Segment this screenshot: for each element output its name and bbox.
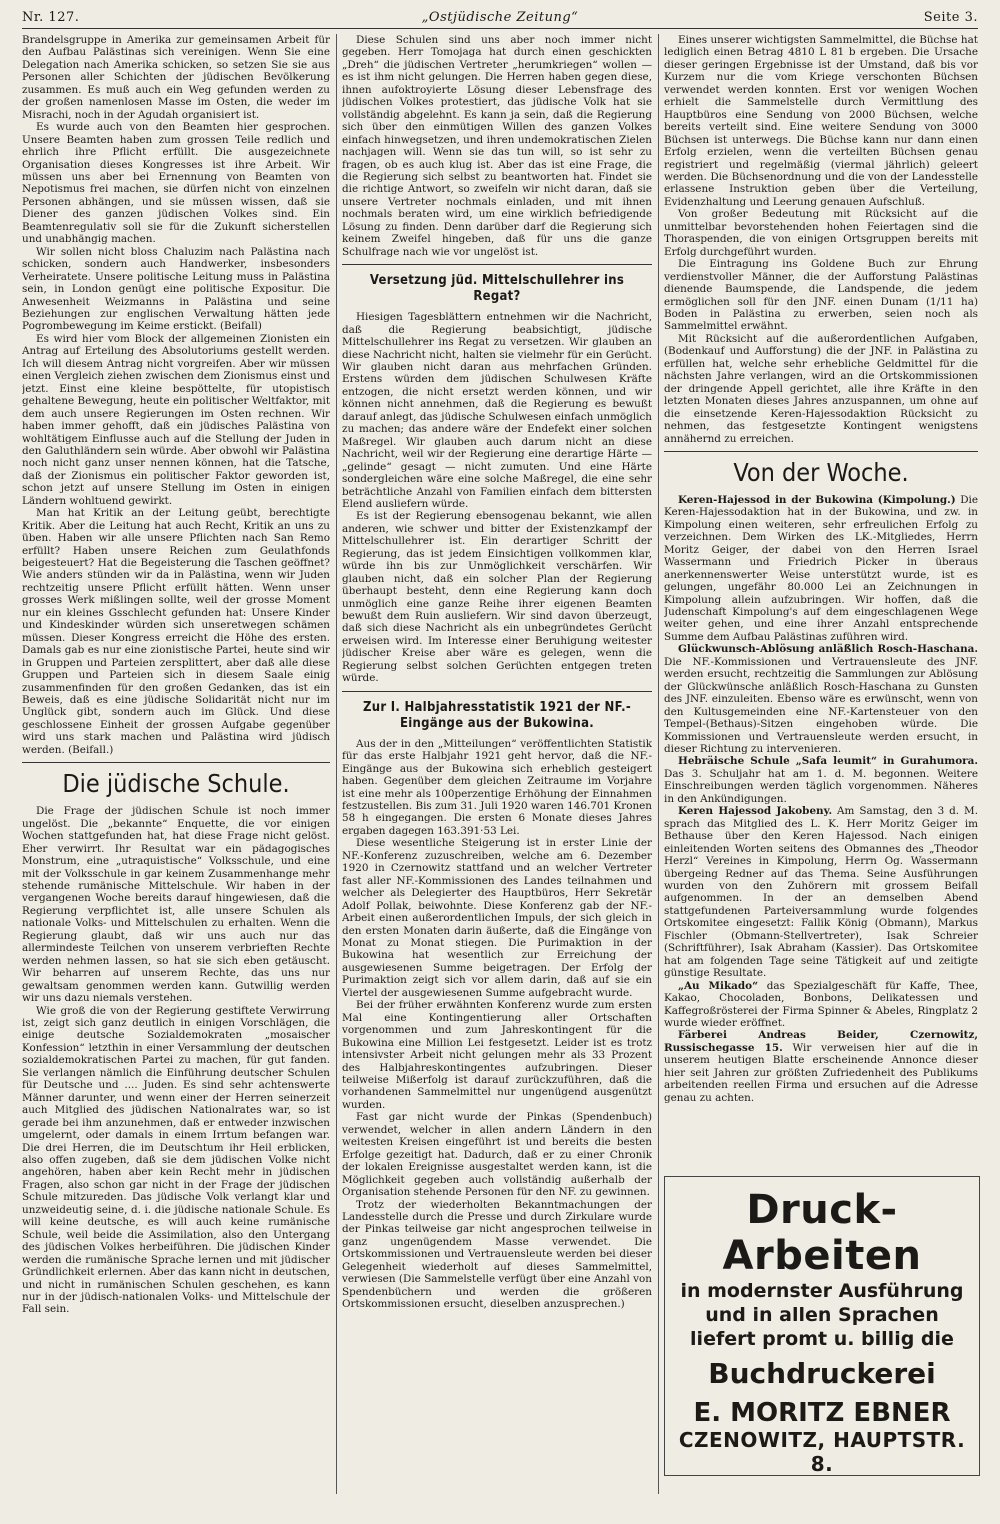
article-paragraph: Es wird hier vom Block der allgemeinen Zionisten ein Antrag auf Erteilung des Absolutoriums gestellt werden. Ich will diesem Antrag nicht vorgreifen. Aber wir müssen einen Vergleich ziehen zwischen dem Zionismus einst und jetzt. Einst eine kleine bespöttelte, für utopistisch gehaltene Bewegung, heute ein politischer Weltfaktor, mit dem auch unsere Regierungen im Osten rechnen. Wir haben immer gehofft, daß ein jüdisches Palästina von wohltätigem Einflusse auch auf die Stellung der Juden in den Galuthländern sein würde. Aber obwohl wir Palästina noch nicht ganz unser nennen können, hat die Tatsche, daß der Zionismus ein politischer Faktor geworden ist, schon jetzt auf unsere Stellung im Osten in einigen Ländern wohltuend gewirkt. [22, 332, 330, 507]
article-paragraph: Hiesigen Tagesblättern entnehmen wir die Nachricht, daß die Regierung beabsichtigt, jüdische Mittelschullehrer ins Regat zu versetzen. Wir glauben an diese Nachricht nicht, halten sie vielmehr für ein Gerücht. Wir glauben nicht daran aus mehrfachen Gründen. Erstens würden dem jüdischen Schulwesen Kräfte entzogen, die nicht ersetzt werden können, und wir können nicht annehmen, daß die Regierung es bewußt darauf anlegt, das jüdische Schulwesen einfach unmöglich zu machen; das andere wäre der Endefekt einer solchen Maßregel. Wir glauben auch darum nicht an diese Nachricht, weil wir der Regierung eine derartige Härte — „gelinde“ gesagt — nicht zumuten. Und eine Härte sondergleichen wäre eine solche Maßregel, die eine sehr beträchtliche Anzahl von Familien einfach dem bittersten Elend ausliefern würde. [342, 311, 652, 510]
ad-address: CZENOWITZ, HAUPTSTR. 8. [678, 1428, 966, 1476]
newspaper-title: „Ostjüdische Zeitung“ [421, 10, 579, 25]
article-paragraph: Eines unserer wichtigsten Sammelmittel, die Büchse hat lediglich einen Betrag 4810 L 81 b ergeben. Die Ursache dieser geringen Ergebnisse ist der Umstand, daß bis vor Kurzem nur die vom Kriege verschonten Büchsen verwendet werden konnten. Erst vor wenigen Wochen erhielt die Sammelstelle durch Vermittlung des Hauptbüros eine Sendung von 2000 Büchsen, welche bereits verteilt sind. Eine weitere Sendung von 3000 Büchsen ist unterwegs. Die Büchse kann nur dann einen Erfolg erzielen, wenn die verteilten Büchsen genau registriert und regelmäßig (viermal jährlich) geleert werden. Die Büchsenordnung und die von der Landesstelle erlassene Instruktion geben über die Verteilung, Evidenzhaltung und Leerung genauen Aufschluß. [664, 34, 978, 208]
news-item-body: das Spezialgeschäft für Kaffe, Thee, Kakao, Chocoladen, Bonbons, Delikatessen und Kaffegroßrösterei der Firma Spinner & Abeles, Ringplatz 2 wurde wieder eröffnet. [664, 979, 978, 1029]
article-paragraph: Die Eintragung ins Goldene Buch zur Ehrung verdienstvoller Männer, die der Aufforstung Palästinas dienende Baumspende, die Landspende, die jedem ermöglichen soll für den JNF. einen Dunam (1/11 ha) Boden in Palästina zu erwerben, seien noch als Sammelmittel erwähnt. [664, 258, 978, 333]
ad-line: liefert promt u. billig die [690, 1328, 954, 1350]
article-paragraph: Trotz der wiederholten Bekanntmachungen der Landesstelle durch die Presse und durch Zirkulare wurde der Pinkas teilweise gar nicht angesprochen teilweise in ganz ungenügendem Masse verwendet. Die Ortskommissionen und Vertrauensleute werden bei dieser Gelegenheit wiederholt auf dieses Sammelmittel, verwiesen (Die Sammelstelle verfügt über eine Anzahl von Spendenbüchern und werden die größeren Ortskommissionen ersucht, dieselben anzusprechen.) [342, 1198, 652, 1311]
headline-von-der-woche: Von der Woche. [664, 451, 978, 488]
header-rule [22, 28, 978, 29]
ad-headline: Druck-Arbeiten [722, 1187, 922, 1279]
news-item-body: Das 3. Schuljahr hat am 1. d. M. begonnen. Weitere Einschreibungen werden täglich vorgenommen. Näheres in den Ankündigungen. [664, 767, 978, 805]
news-item-heading: Keren-Hajessod in der Bukowina (Kimpolung.) [678, 493, 956, 506]
article-paragraph: Von großer Bedeutung mit Rücksicht auf die unmittelbar bevorstehenden hohen Feiertagen sind die Thoraspenden, die von einigen Ortsgruppen bereits mit Erfolg durchgeführt wurden. [664, 208, 978, 258]
ad-line: in modernster Ausführung [680, 1280, 964, 1302]
column-divider-2 [658, 34, 659, 1494]
article-paragraph: Diese wesentliche Steigerung ist in erster Linie der NF.-Konferenz zuzuschreiben, welche am 6. Dezember 1920 in Czernowitz stattfand und an welcher Vertreter fast aller NF.-Kommissionen des Landes teilnahmen und welcher als Delegierter des Hauptbüros, Herr Sekretär Adolf Pollak, beiwohnte. Diese Konferenz gab der NF.-Arbeit einen außerordentlichen Impuls, der sich gleich in den ersten Monaten darin äußerte, daß die Eingänge von Monat zu Monat stiegen. Die Purimaktion in der Bukowina hat wesentlich zur Erreichung der ausgewiesenen Summe beigetragen. Der Erfolg der Purimaktion zeigt sich vor allem darin, daß auf sie ein Viertel der ausgewiesenen Summe aufgebracht wurde. [342, 837, 652, 999]
article-paragraph: Bei der früher erwähnten Konferenz wurde zum ersten Mal eine Kontingentierung aller Ortschaften vorgenommen und zum Jahreskontingent für die Bukowina eine Million Lei festgesetzt. Leider ist es trotz intensivster Arbeit nicht gelungen mehr als 33 Prozent des Halbjahreskontingentes aufzubringen. Dieser teilweise Mißerfolg ist darauf zurückzuführen, daß die vorhandenen Sammelmittel nur ungenügend ausgenützt wurden. [342, 999, 652, 1111]
news-item-heading: Glückwunsch-Ablösung anläßlich Rosch-Haschana. [678, 643, 978, 656]
column-1 [22, 34, 330, 1494]
news-item-heading: „Au Mikado“ [678, 979, 759, 992]
article-paragraph: Wie groß die von der Regierung gestiftete Verwirrung ist, zeigt sich ganz deutlich in einigen Vorschlägen, die einige deutsche Sozialdemokraten „mosaischer Konfession“ letzthin in einer Versammlung der deutschen sozialdemokratischen Partei zu machen, für gut fanden. Sie verlangen nämlich die Einführung deutscher Schulen für Deutsche und .... Juden. Es sind sehr achtenswerte Männer darunter, und wenn einer der Herren seinerzeit auch Mitglied des jüdischen Nationalrates war, so ist gerade bei ihm anzunehmen, daß er entweder inzwischen umgelernt, oder damals in einem Irrtum befangen war. Die drei Herren, die im Deutschtum ihr Heil erblicken, also offen zugeben, daß sie dem jüdischen Volke nicht angehören, haben aber kein Recht mehr in jüdischen Fragen, also schon gar nicht in der Frage der jüdischen Schule mitzureden. Das jüdische Volk verlangt klar und unzweideutig seine, d. i. die jüdische nationale Schule. Es will keine deutsche, es will auch keine rumänische Schule, weil beide die Assimilation, also den Untergang des jüdischen Volkes herbeiführen. Die jüdischen Kinder werden die rumänische Sprache lernen und mit jüdischer Gründlichkeit erlernen. Aber das kann nicht in deutschen, und nicht in rumänischen Schulen geschehen, es kann nur in der jüdisch-nationalen Volks- und Mittelschule der Fall sein. [22, 1004, 330, 1316]
ad-owner: E. MORITZ EBNER [693, 1398, 951, 1428]
article-paragraph: Mit Rücksicht auf die außerordentlichen Aufgaben, (Bodenkauf und Aufforstung) die der JNF. in Palästina zu erfüllen hat, welche sehr erhebliche Geldmittel für die nächsten Jahre verlangen, wird an die Ortskommissionen der dringende Appell gerichtet, alle ihre Kräfte in den letzten Monaten dieses Jahres anzuspannen, um ohne auf die einsetzende Keren-Hajessodaktion Rücksicht zu nehmen, das festgesetzte Kontingent wenigstens annähernd zu erreichen. [664, 332, 978, 445]
article-paragraph: Man hat Kritik an der Leitung geübt, berechtigte Kritik. Aber die Leitung hat auch Recht, Kritik an uns zu üben. Haben wir alle unsere Pflichten nach San Remo erfüllt? Haben unsere Reichen zum Geulathfonds beigesteuert? Hat die Begeisterung die Taschen geöffnet? Wie anders stünden wir da in Palästina, wenn wir Juden rechtzeitig unsere Pflicht erfüllt hätten. Wenn unser grosses Werk mißlingen sollte, weil der grosse Moment nur ein kleines Gsschlecht gefunden hat: Unsere Kinder und Kindeskinder würden sich unseretwegen schämen müssen. Dieser Kongress erreicht die Höhe des ersten. Damals gab es nur eine zionistische Partei, heute sind wir in Gruppen und Parteien zersplittert, aber daß alle diese Gruppen und Parteien sich in diesem Saale einig zusammenfinden für den großen Gedanken, das ist ein Beweis, daß es eine jüdische Solidarität nicht nur im Unglück gibt, sondern auch im Glück. Und diese geschlossene Einheit der grossen Aufgabe gegenüber wird uns stark machen und Palästina wird jüdisch werden. (Beifall.) [22, 507, 330, 756]
article-paragraph: Aus der in den „Mitteilungen“ veröffentlichten Statistik für das erste Halbjahr 1921 geht hervor, daß die NF.-Eingänge aus der Bukowina sich erheblich gesteigert haben. Gegenüber dem gleichen Zeitraume im Vorjahre ist eine mehr als 100perzentige Erhöhung der Einnahmen festzustellen. Bis zum 31. Juli 1920 waren 146.701 Kronen 58 h eingegangen. Die ersten 6 Monate dieses Jahres ergaben dagegen 163.391·53 Lei. [342, 737, 652, 837]
headline-juedische-schule: Die jüdische Schule. [22, 762, 330, 799]
column-divider-1 [336, 34, 337, 1494]
ad-line: und in allen Sprachen [705, 1304, 939, 1326]
news-item-body: Die Keren-Hajessodaktion hat in der Bukowina, und zw. in Kimpolung einen weiteren, sehr erfreulichen Erfolg zu verzeichnen. Dem Wirken des LK.-Mitgliedes, Herrn Moritz Geiger, der dabei von den Herren Israel Wassermann und Friedrich Picker in überaus anerkennenswerter Weise unterstützt wurde, ist es gelungen, ungefähr 80.000 Lei an Zeichnungen in Kimpolung allein aufzubringen. Wir hoffen, daß die Judenschaft Kimpolung's auf dem eingeschlagenen Wege weiter gehen, und eine ihrer Anzahl entsprechende Summe dem Aufbau Palästinas zuführen wird. [664, 493, 978, 643]
article-paragraph: Es wurde auch von den Beamten hier gesprochen. Unsere Beamten haben zum grossen Teile redlich und ehrlich ihre Pflicht erfüllt. Die ausgezeichnete Organisation dieses Kongresses ist ihre Arbeit. Wir müssen uns aber bei Ernennung von Beamten von Nepotismus frei machen, sie dürfen nicht von einzelnen Personen abhängen, und sie müssen wissen, daß sie Diener des ganzen jüdischen Volkes sind. Ein Beamtenregulativ soll sie für die Zukunft sicherstellen und unabhängig machen. [22, 121, 330, 246]
article-paragraph: Brandelsgruppe in Amerika zur gemeinsamen Arbeit für den Aufbau Palästinas sich vereinigen. Wenn Sie eine Delegation nach Amerika schicken, so setzen Sie sie aus Personen aller Schichten der jüdischen Bevölkerung zusammen. Es muß auch ein Weg gefunden werden zu der großen namenlosen Masse im Osten, die weder im Misrachi, noch in der Agudah organisiert ist. [22, 34, 330, 121]
news-item [664, 494, 978, 643]
article-paragraph: Wir sollen nicht bloss Chaluzim nach Palästina nach schicken, sondern auch Handwerker, insbesonders Verheiratete. Unsere politische Leitung muss in Palästina sein, in London genügt eine politische Expositur. Die Anwesenheit Weizmanns in Palästina und seine Beziehungen zur englischen Verwaltung hätten jede Pogrombewegung im Keime erstickt. (Beifall) [22, 245, 330, 333]
print-shop-advertisement [664, 1176, 980, 1476]
issue-number: Nr. 127. [22, 10, 80, 25]
news-item [664, 1029, 978, 1104]
news-item [664, 980, 978, 1030]
article-paragraph: Fast gar nicht wurde der Pinkas (Spendenbuch) verwendet, welcher in allen andern Ländern in den weitesten Kreisen eingeführt ist und bereits die besten Erfolge gezeitigt hat. Dadurch, daß er zu einer Chronik der lokalen Ereignisse ausgestaltet werden kann, ist die Möglichkeit gegeben auch vollständig außerhalb der Organisation stehende Personen für den NF. zu gewinnen. [342, 1111, 652, 1199]
section-rule [342, 691, 652, 692]
article-paragraph: Diese Schulen sind uns aber noch immer nicht gegeben. Herr Tomojaga hat durch einen geschickten „Dreh“ die jüdischen Vertreter „herumkriegen“ wollen — es ist ihm nicht gelungen. Die Herren haben gegen diese, ihnen aufoktroyierte Lösung dieser Lebensfrage des jüdischen Volkes protestiert, das jüdische Volk hat sie vollständig abgelehnt. Es kann ja sein, daß die Regierung sich über den einmütigen Willen des ganzen Volkes einfach hinwegsetzen, und ihren undemokratischen Zielen nachjagen will. Wenn sie das tun will, so ist sehr zu fragen, ob es auch klug ist. Aber das ist eine Frage, die die Regierung sich selbst zu beantworten hat. Findet sie die richtige Antwort, so zweifeln wir nicht daran, daß sie unsere Vertreter nochmals einladen, und mit ihnen nochmals beraten wird, um eine wirklich befriedigende Lösung zu finden. Denn darüber darf die Regierung sich keinem Zweifel hingeben, daß für uns die ganze Schulfrage nach wie vor ungelöst ist. [342, 34, 652, 258]
headline-versetzung: Versetzung jüd. Mittelschullehrer ins Regat? [369, 273, 625, 305]
news-item-body: Wir verweisen hier auf die in unserem heutigen Blatte erscheinende Annonce dieser hier seit Jahren zur größten Zufriedenheit des Publikums arbeitenden reellen Firma und ersuchen auf die Adresse genau zu achten. [664, 1041, 978, 1104]
news-item-heading: Färberei Andreas Beider, Czernowitz, Russischegasse 15. [664, 1029, 978, 1054]
page-number: Seite 3. [923, 10, 978, 25]
news-item-body: Die NF.-Kommissionen und Vertrauensleute des JNF. werden ersucht, rechtzeitig die Sammlungen zur Ablösung der Glückwünsche anläßlich Rosch-Haschana zu Gunsten des JNF. einzuleiten. Ebenso wäre es erwünscht, wenn von den Kultusgemeinden eine NF.-Kartensteuer von den Tempel-(Bethaus)-Sitzen eingehoben würde. Die Kommissionen und Vertrauensleute werden ersucht, in dieser Richtung zu intervenieren. [664, 655, 978, 756]
article-paragraph: Es ist der Regierung ebensogenau bekannt, wie allen anderen, wie schwer und bitter der Existenzkampf der Mittelschullehrer ist. Ein derartiger Schritt der Regierung, das ist jedem Einsichtigen vollkommen klar, würde ihn bis zur Unmöglichkeit verschärfen. Wir glauben nicht, daß ein solcher Plan der Regierung überhaupt besteht, denn eine Regierung kann doch unmöglich eine ganze Reihe ihrer eigenen Beamten bewußt dem Ruin ausliefern. Wir sind davon überzeugt, daß sich diese Nachricht als ein unbegründetes Gerücht erweisen wird. Im Interesse einer Beruhigung weitester jüdischer Kreise aber wäre es gelegen, wenn die Regierung selbst solchen Gerüchten entgegen treten würde. [342, 510, 652, 685]
headline-halbjahresstatistik: Zur I. Halbjahresstatistik 1921 der NF.-Eingänge aus der Bukowina. [363, 699, 631, 731]
article-paragraph: Die Frage der jüdischen Schule ist noch immer ungelöst. Die „bekannte“ Enquette, die vor einigen Wochen stattgefunden hat, hat diese Frage nicht gelöst. Eher verwirrt. Ihr Resultat war ein pädagogisches Monstrum, eine „utraquistische“ Volksschule, und eine mit der Volksschule in gar keinem Zusammenhange mehr stehende rumänische Mittelschule. Wir haben in der vergangenen Woche bereits darauf hingewiesen, daß die Regierung verpflichtet ist, alle unsere Schulen als nationale Volks- und Mittelschulen zu erhalten. Wenn die Regierung glaubt, daß wir uns auch nur das allermindeste Teilchen von unserem verbrieften Rechte werden nehmen lassen, so hat sie sich eben getäuscht. Wir beharren auf unserem Rechte, das uns nur gewaltsam genommen werden kann. Gutwillig werden wir uns dazu niemals verstehen. [22, 805, 330, 1005]
news-item [664, 643, 978, 755]
news-item-heading: Keren Hajessod Jakobeny. [678, 805, 833, 818]
news-item [664, 755, 978, 805]
ad-company: Buchdruckerei [708, 1357, 936, 1390]
news-item-body: Am Samstag, den 3 d. M. sprach das Mitglied des L. K. Herr Moritz Geiger im Bethause über den Keren Hajessod. Nach einigen einleitenden Worten seitens des Obmannes des „Theodor Herzl“ Vereines in Kimpolung, Herrn Og. Wassermann übergeing Redner auf das Thema. Seine Ausführungen wurden von den Zuhörern mit grossem Beifall aufgenommen. In der an demselben Abend stattgefundenen Parteiversammlung wurde folgendes Ortskomitee eingesetzt: Fallik König (Obmann), Markus Fischler (Obmann-Stellvertreter), Isak Schreier (Schriftführer), Isak Abraham (Kassier). Das Ortskomitee hat am folgenden Tage seine Tätigkeit auf und zeitigte günstige Resultate. [664, 805, 978, 980]
column-2 [342, 34, 652, 1494]
news-item-heading: Hebräische Schule „Safa leumit“ in Gurahumora. [678, 755, 978, 768]
section-rule [342, 264, 652, 265]
news-item [664, 805, 978, 979]
page-header [22, 6, 978, 28]
